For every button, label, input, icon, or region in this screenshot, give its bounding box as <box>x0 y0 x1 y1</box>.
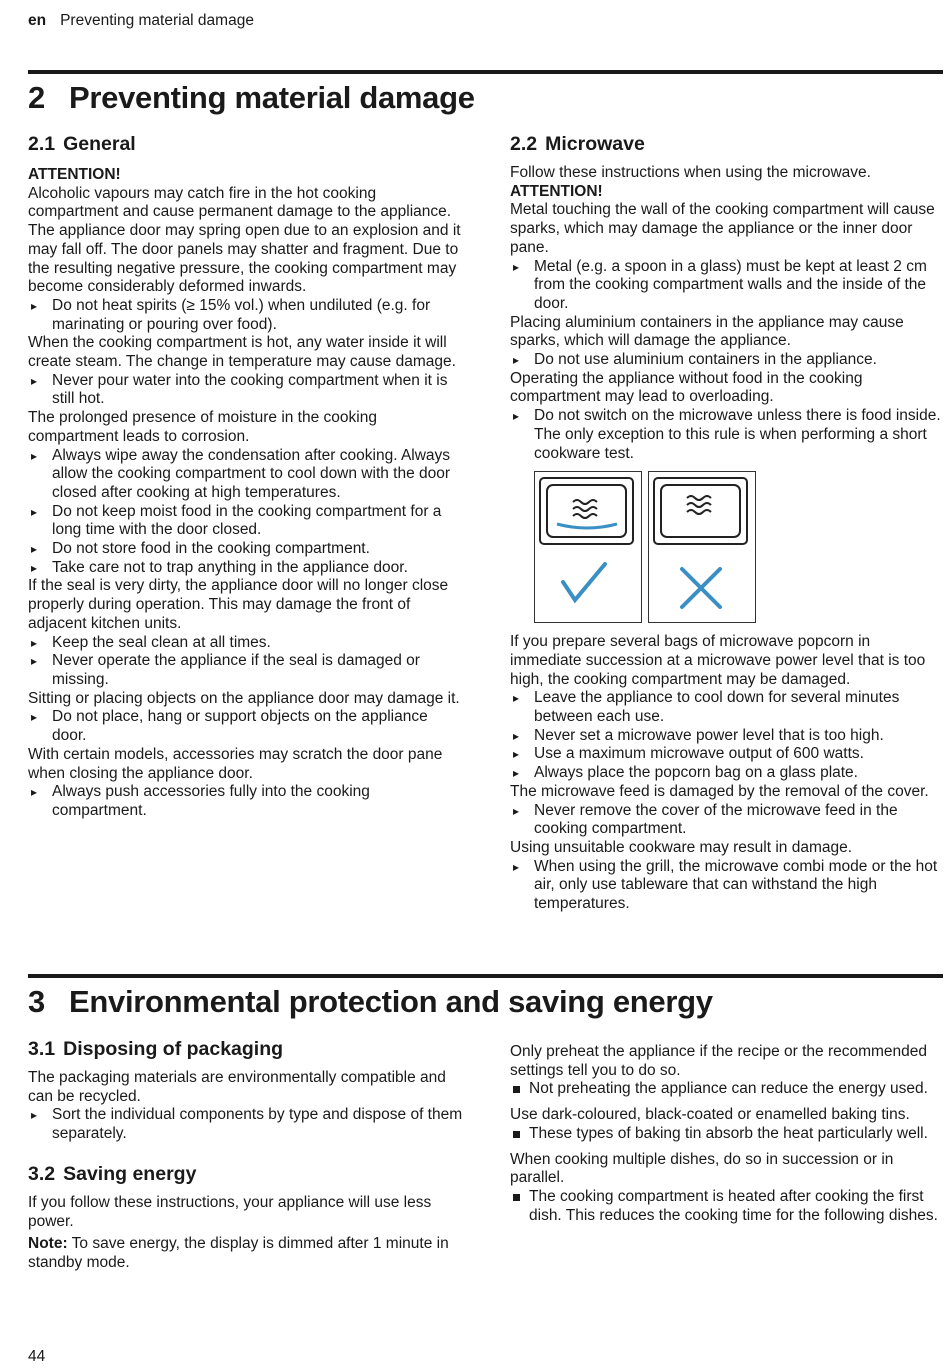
paragraph: Operating the appliance without food in the cooking compartment may lead to overloading. <box>510 369 863 406</box>
bullet-item: ▸ Never set a microwave power level that is too high. <box>510 727 944 746</box>
correct-usage-panel <box>534 471 642 623</box>
chapter-rule <box>28 70 943 74</box>
chapter-2-title: 2 Preventing material damage <box>28 80 475 115</box>
running-title: Preventing material damage <box>60 12 254 29</box>
section-2-1 <box>28 132 464 821</box>
bullet-item: ▸ Do not store food in the cooking compartment. <box>28 540 464 559</box>
check-icon <box>563 564 605 600</box>
section-2-2 <box>510 132 944 914</box>
list-item: The cooking compartment is heated after cooking the first dish. This reduces the cooking time for the following dishes. <box>510 1188 940 1225</box>
bullet-item: ▸ Leave the appliance to cool down for several minutes between each use. <box>510 689 944 726</box>
bullet-item: ▸ Sort the individual components by type and dispose of them separately. <box>28 1106 464 1143</box>
empty-microwave-icon <box>649 472 754 621</box>
paragraph: Alcoholic vapours may catch fire in the hot cooking compartment and cause permanent damage to the appliance. The appliance door may spring open due to an explosion and it may fall off. The door panels may shatter and fragment. Due to the resulting negative pressure, the cooking compartment may become considerably deformed inwards. <box>28 184 461 296</box>
attention-label: ATTENTION! <box>28 166 121 183</box>
bullet-item: ▸ Use a maximum microwave output of 600 watts. <box>510 745 944 764</box>
page-number: 44 <box>28 1348 46 1365</box>
paragraph: The prolonged presence of moisture in the cooking compartment leads to corrosion. <box>28 409 377 445</box>
incorrect-usage-panel <box>648 471 756 623</box>
bullet-item: ▸ Do not keep moist food in the cooking compartment for a long time with the door closed. <box>28 503 464 540</box>
bullet-item: ▸ Keep the seal clean at all times. <box>28 634 464 653</box>
bullet-item: ▸ Do not place, hang or support objects on the appliance door. <box>28 708 464 745</box>
bullet-item: ▸ Do not switch on the microwave unless there is food inside. The only exception to this rule is when performing a short cookware test. <box>510 407 944 463</box>
section-heading: 3.1 Disposing of packaging <box>28 1038 284 1060</box>
bullet-item: ▸ Take care not to trap anything in the appliance door. <box>28 559 464 578</box>
paragraph: The microwave feed is damaged by the removal of the cover. <box>510 782 929 800</box>
paragraph: Metal touching the wall of the cooking compartment will cause sparks, which may damage the appliance or the inner door pane. <box>510 201 935 256</box>
paragraph: If the seal is very dirty, the appliance door will no longer close properly during operation. This may damage the front of adjacent kitchen units. <box>28 577 449 632</box>
running-header <box>28 12 254 30</box>
list-item: These types of baking tin absorb the heat particularly well. <box>510 1125 940 1144</box>
energy-tips <box>510 1043 940 1225</box>
paragraph: Only preheat the appliance if the recipe or the recommended settings tell you to do so. <box>510 1043 928 1079</box>
microwave-with-food-icon <box>535 472 640 621</box>
paragraph: With certain models, accessories may scratch the door pane when closing the appliance door. <box>28 745 443 782</box>
bullet-item: ▸ When using the grill, the microwave combi mode or the hot air, only use tableware that can withstand the high temperatures. <box>510 858 944 914</box>
attention-label: ATTENTION! <box>510 182 603 200</box>
bullet-item: ▸ Always wipe away the condensation after cooking. Always allow the cooking compartment to cool down with the door closed after cooking at high temperatures. <box>28 447 464 503</box>
paragraph: Use dark-coloured, black-coated or enamelled baking tins. <box>510 1106 910 1124</box>
list-item: Not preheating the appliance can reduce the energy used. <box>510 1080 940 1099</box>
paragraph: Follow these instructions when using the microwave. <box>510 164 871 181</box>
bullet-item: ▸ Do not use aluminium containers in the appliance. <box>510 351 944 370</box>
bullet-item: ▸ Do not heat spirits (≥ 15% vol.) when undiluted (e.g. for marinating or pouring over food). <box>28 297 464 334</box>
paragraph: Using unsuitable cookware may result in damage. <box>510 838 853 856</box>
paragraph: The packaging materials are environmentally compatible and can be recycled. <box>28 1069 446 1105</box>
section-heading: 3.2 Saving energy <box>28 1162 197 1185</box>
cross-icon <box>682 569 720 607</box>
bullet-item: ▸ Never pour water into the cooking compartment when it is still hot. <box>28 372 464 409</box>
paragraph: If you follow these instructions, your appliance will use less power. <box>28 1193 432 1230</box>
section-3-1 <box>28 1037 464 1273</box>
bullet-item: ▸ Never remove the cover of the microwave feed in the cooking compartment. <box>510 802 944 839</box>
paragraph: Sitting or placing objects on the appliance door may damage it. <box>28 689 460 707</box>
chapter-rule <box>28 974 943 978</box>
cookware-test-figure <box>534 471 944 623</box>
language-code: en <box>28 12 47 29</box>
bullet-item: ▸ Never operate the appliance if the seal is damaged or missing. <box>28 652 464 689</box>
section-heading: 2.2 Microwave <box>510 133 645 155</box>
chapter-3-title: 3 Environmental protection and saving energy <box>28 984 713 1019</box>
bullet-item: ▸ Always place the popcorn bag on a glass plate. <box>510 764 944 783</box>
section-heading: 2.1 General <box>28 133 136 155</box>
paragraph: When the cooking compartment is hot, any water inside it will create steam. The change in temperature may cause damage. <box>28 334 456 371</box>
paragraph: When cooking multiple dishes, do so in succession or in parallel. <box>510 1150 894 1187</box>
bullet-item: ▸ Always push accessories fully into the cooking compartment. <box>28 783 464 820</box>
paragraph: If you prepare several bags of microwave popcorn in immediate succession at a microwave power level that is too high, the cooking compartment may be damaged. <box>510 633 926 688</box>
bullet-item: ▸ Metal (e.g. a spoon in a glass) must be kept at least 2 cm from the cooking compartment walls and the inside of the door. <box>510 258 944 314</box>
paragraph: Placing aluminium containers in the appliance may cause sparks, which will damage the appliance. <box>510 313 904 350</box>
note-paragraph: Note: To save energy, the display is dimmed after 1 minute in standby mode. <box>28 1235 449 1271</box>
